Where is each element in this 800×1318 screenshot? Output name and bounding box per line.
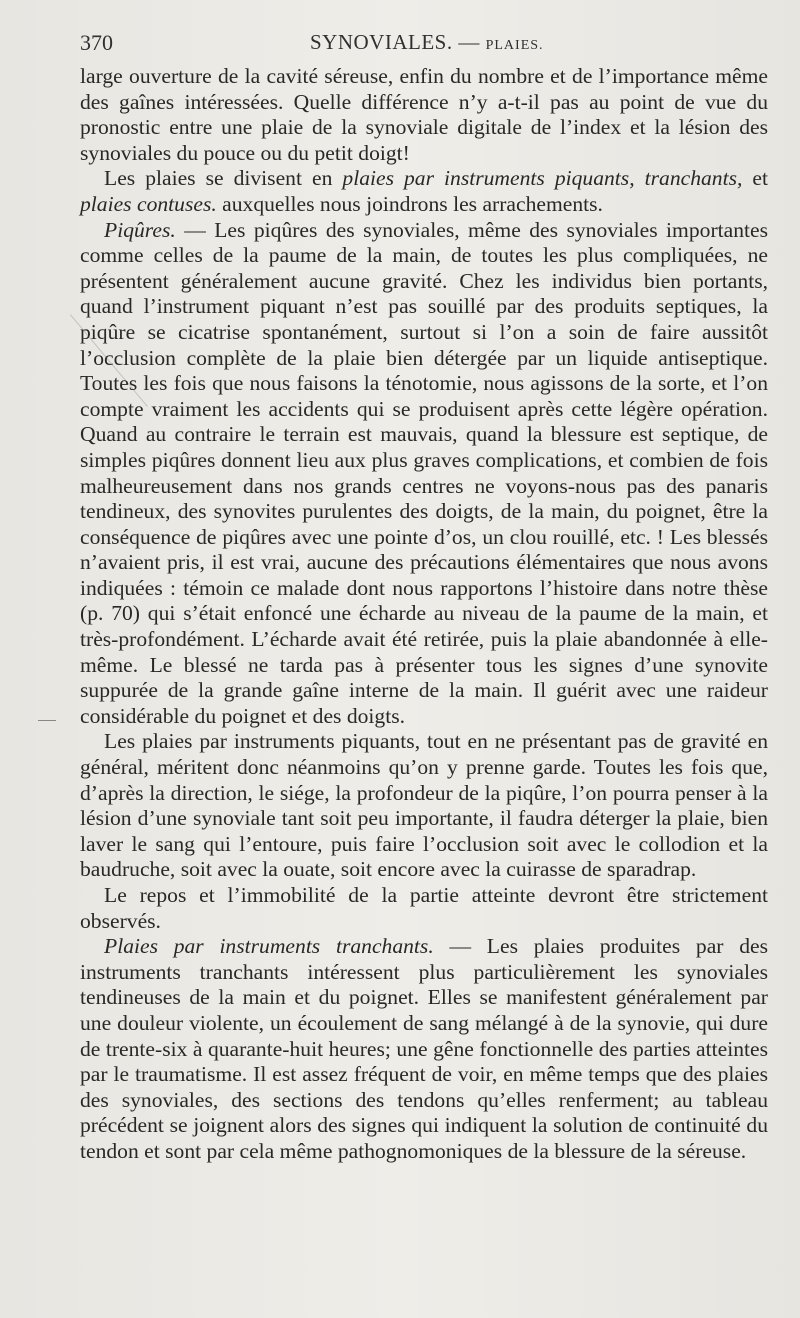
classification-connector: et [752,166,769,191]
paragraph-piquants: Les plaies par instruments piquants, tout en ne présentant pas de gravité en général, méritent donc néanmoins qu’on y prenne garde. Toutes les fois que, d’après la direction, le siége, la profondeur de la piqûre, l’on pourra penser à la lésion d’une synoviale tant soit peu importante, il faudra déterger la plaie, bien laver le sang qui l’entoure, puis faire l’occlusion soit avec le collodion et la baudruche, soit avec la ouate, soit encore avec la cuirasse de sparadrap. [80,729,768,882]
piqures-body: — Les piqûres des synoviales, même des synoviales importantes comme celles de la paume de la main, de toutes les plus compliquées, ne présentent généralement aucune gravité. Chez les individus bien portants, quand l’instrument piquant n’est pas souillé par des produits septiques, la piqûre se cicatrise spontanément, surtout si l’on a soin de faire aussitôt l’occlusion complète de la plaie bien détergée par un liquide antiseptique. Toutes les fois que nous faisons la ténotomie, nous agissons de la sorte, et l’on compte vraiment les accidents qui se produisent après cette légère opération. Quand au contraire le terrain est mauvais, quand la blessure est septique, de simples piqûres donnent lieu aux plus graves complications, et combien de fois malheureusement dans nos grands centres ne voyons-nous pas des panaris tendineux, des synovites purulentes des doigts, de la main, du poignet, être la conséquence de piqûres avec une pointe d’os, un clou rouillé, etc. ! Les blessés n’avaient pris, il est vrai, aucune des précautions élémentaires que nous avons indiquées : témoin ce malade dont nous rapportons l’histoire dans notre thèse (p. 70) qui s’était enfoncé une écharde au niveau de la paume de la main, et très-profondément. L’écharde avait été retirée, puis la plaie abandonnée à elle-même. Le blessé ne tarda pas à présenter tous les signes d’une synovite suppurée de la grande gaîne interne de la main. Il guérit avec une raideur considérable du poignet et des doigts. [80,217,768,728]
classification-text: Les plaies se divisent en [104,166,333,191]
paragraph-intro: large ouverture de la cavité séreuse, enfin du nombre et de l’importance même des gaînes intéressées. Quelle différence n’y a-t-il pas au point de vue du pronostic entre une plaie de la synoviale digitale de l’index et la lésion des synoviales du pouce ou du petit doigt! [80,64,768,165]
running-title [310,30,544,55]
tranchants-body: — Les plaies produites par des instruments tranchants intéressent plus particulièrement les synoviales tendineuses de la main et du poignet. Elles se manifestent généralement par une douleur violente, un écoulement de sang mélangé à de la synovie, qui dure de trente-six à quarante-huit heures; une gêne fonctionnelle des parties atteintes par le traumatisme. Il est assez fréquent de voir, en même temps que des plaies des synoviales, des sections des tendons qu’elles renferment; au tableau précédent se joignent alors des signes qui indiquent la solution de continuité du tendon et sont par cela même pathognomoniques de la blessure de la séreuse. [80,934,768,1163]
paragraph-tranchants [80,934,768,1164]
classification-end: auxquelles nous joindrons les arrachements. [222,191,603,216]
classification-italic-1: plaies par instruments piquants, tranchants, [342,166,743,191]
piqures-heading: Piqûres. [104,217,176,242]
subsection-title: PLAIES. [485,38,544,53]
title-dash: — [458,30,480,54]
paragraph-piqures [80,218,768,730]
tranchants-heading: Plaies par instruments tranchants. [104,934,434,959]
margin-mark [38,720,56,721]
classification-italic-2: plaies contuses. [80,191,217,216]
page-number: 370 [80,30,113,55]
body-text [80,64,768,1165]
paragraph-repos: Le repos et l’immobilité de la partie atteinte devront être strictement observés. [80,883,768,933]
section-title: SYNOVIALES. [310,30,453,54]
page-header [80,30,760,62]
paragraph-classification [80,166,768,217]
